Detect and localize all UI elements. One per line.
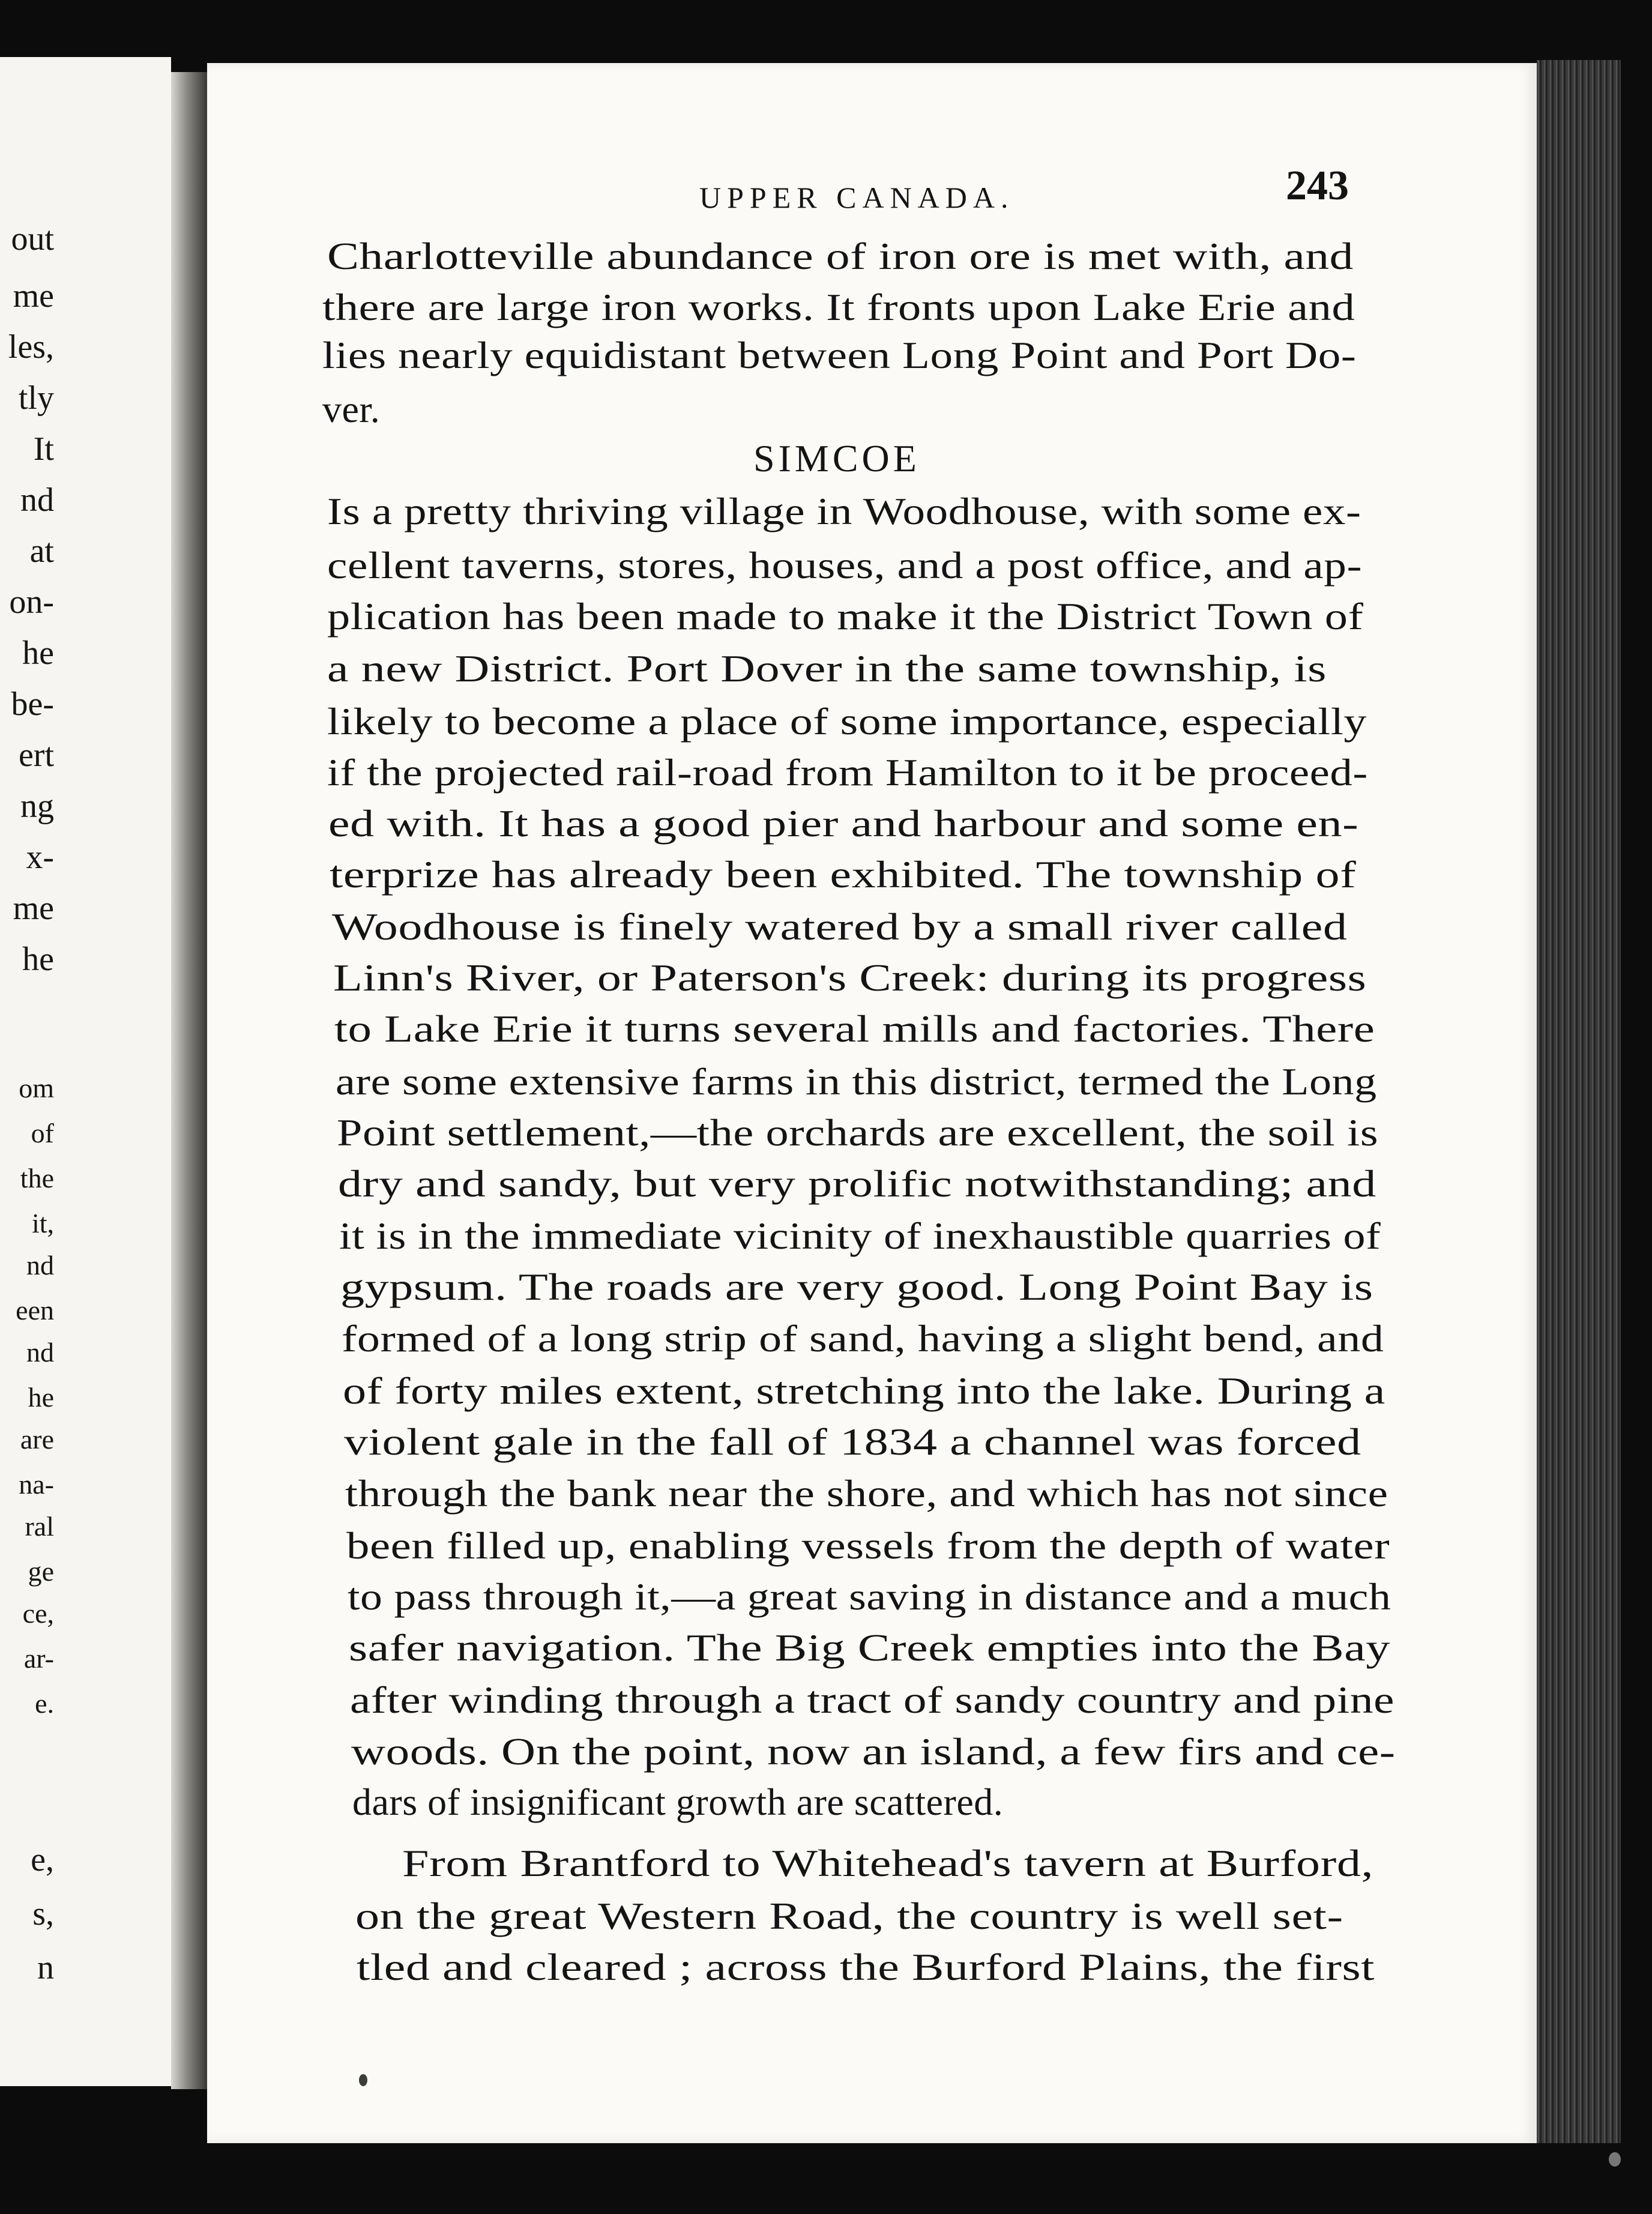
text-line-29: woods. On the point, now an island, a few firs and ce-: [351, 1730, 1396, 1773]
text-line-1: Charlotteville abundance of iron ore is met with, and: [327, 235, 1354, 277]
fragment-29: ar-: [23, 1643, 54, 1674]
fragment-5: It: [33, 430, 54, 468]
text-line-10: if the projected rail-road from Hamilton to it be proceed-: [327, 751, 1368, 794]
text-line-17: Point settlement,—the orchards are excellent, the soil is: [337, 1111, 1379, 1154]
fragment-25: na-: [19, 1469, 54, 1500]
text-line-30: dars of insignificant growth are scattered.: [352, 1781, 1004, 1823]
page-number: 243: [1286, 163, 1349, 209]
fragment-11: ert: [18, 737, 54, 774]
fragment-24: are: [20, 1424, 54, 1455]
text-line-13: Woodhouse is finely watered by a small river called: [332, 905, 1348, 948]
text-line-18: dry and sandy, but very prolific notwithstanding; and: [338, 1162, 1376, 1205]
fragment-8: on-: [9, 584, 54, 621]
text-line-11: ed with. It has a good pier and harbour and some en-: [328, 802, 1359, 845]
text-line-16: are some extensive farms in this district, termed the Long: [336, 1060, 1377, 1103]
text-line-15: to Lake Erie it turns several mills and factories. There: [334, 1007, 1375, 1050]
text-line-24: through the bank near the shore, and which has not since: [345, 1472, 1388, 1515]
text-line-8: a new District. Port Dover in the same township, is: [327, 647, 1327, 690]
fragment-27: ge: [28, 1556, 54, 1587]
text-line-31: From Brantford to Whitehead's tavern at Burford,: [402, 1842, 1374, 1884]
text-line-14: Linn's River, or Paterson's Creek: during its progress: [333, 956, 1367, 999]
text-line-9: likely to become a place of some importance, especially: [327, 700, 1367, 743]
fragment-26: ral: [25, 1511, 54, 1542]
text-line-19: it is in the immediate vicinity of inexhaustible quarries of: [339, 1214, 1381, 1257]
text-line-27: safer navigation. The Big Creek empties into the Bay: [349, 1626, 1391, 1669]
text-line-12: terprize has already been exhibited. The township of: [330, 853, 1357, 896]
fragment-1: out: [11, 220, 54, 258]
fragment-23: he: [28, 1382, 54, 1413]
fragment-2: me: [13, 277, 54, 315]
text-line-28: after winding through a tract of sandy country and pine: [350, 1679, 1395, 1721]
text-line-25: been filled up, enabling vessels from the depth of water: [346, 1524, 1390, 1567]
section-heading: SIMCOE: [753, 437, 920, 480]
fragment-6: nd: [20, 481, 54, 519]
fragment-19: it,: [31, 1208, 54, 1238]
ink-speck: [359, 2074, 367, 2086]
text-line-3: lies nearly equidistant between Long Point and Port Do-: [322, 334, 1357, 376]
fragment-9: he: [22, 635, 54, 672]
text-line-33: tled and cleared ; across the Burford Plains, the first: [357, 1946, 1375, 1988]
book-gutter: [171, 72, 207, 2089]
text-line-21: formed of a long strip of sand, having a slight bend, and: [342, 1317, 1384, 1360]
fragment-14: me: [13, 890, 54, 927]
text-line-4: ver.: [322, 388, 381, 430]
fragment-21: een: [16, 1295, 54, 1326]
text-line-22: of forty miles extent, stretching into the lake. During a: [343, 1369, 1385, 1412]
fragment-16: om: [19, 1073, 54, 1103]
page-stack-edge: [1537, 60, 1621, 2143]
running-head: UPPER CANADA.: [699, 181, 1014, 214]
fragment-7: at: [29, 532, 54, 570]
fragment-13: x-: [26, 839, 54, 876]
text-line-2: there are large iron works. It fronts upon Lake Erie and: [322, 286, 1355, 328]
text-line-20: gypsum. The roads are very good. Long Point Bay is: [340, 1265, 1373, 1308]
fragment-28: ce,: [22, 1598, 54, 1629]
fragment-20: nd: [26, 1250, 54, 1280]
fragment-30: e.: [35, 1688, 54, 1719]
fragment-31: e,: [31, 1841, 54, 1878]
fragment-17: of: [31, 1118, 54, 1148]
text-line-23: violent gale in the fall of 1834 a channel was forced: [344, 1420, 1361, 1463]
fragment-10: be-: [11, 686, 54, 723]
fragment-18: the: [20, 1163, 54, 1193]
fragment-3: les,: [8, 328, 54, 366]
text-line-5: Is a pretty thriving village in Woodhouse, with some ex-: [327, 490, 1361, 532]
fragment-12: ng: [20, 788, 54, 825]
corner-speck: [1609, 2152, 1621, 2167]
fragment-32: s,: [32, 1895, 54, 1932]
text-line-6: cellent taverns, stores, houses, and a post office, and ap-: [327, 544, 1363, 587]
text-line-32: on the great Western Road, the country is well set-: [355, 1895, 1343, 1937]
text-line-7: plication has been made to make it the District Town of: [327, 595, 1364, 638]
fragment-22: nd: [26, 1337, 54, 1368]
text-line-26: to pass through it,—a great saving in distance and a much: [348, 1575, 1391, 1618]
fragment-33: n: [37, 1949, 54, 1986]
fragment-15: he: [22, 941, 54, 978]
fragment-4: tly: [18, 379, 54, 417]
